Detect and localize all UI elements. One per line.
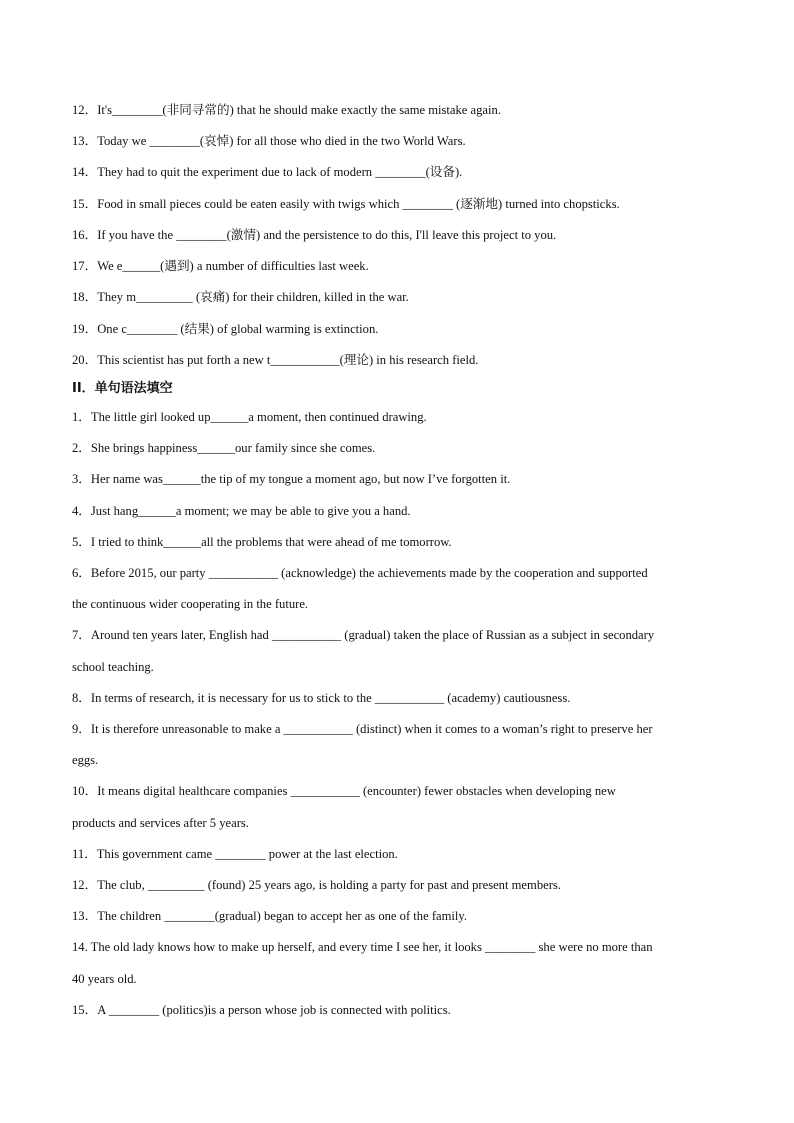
question-12: 12．It's________(非同寻常的) that he should make exactly the same mistake again.: [72, 103, 501, 117]
question-18: 18．They m_________ (哀痛) for their children, killed in the war.: [72, 290, 409, 304]
question-16: 16．If you have the ________(激情) and the persistence to do this, I'll leave this project to you.: [72, 228, 557, 242]
question-15: 15．Food in small pieces could be eaten easily with twigs which ________ (逐渐地) turned into chopsticks.: [72, 197, 620, 211]
grammar-question-7: 7．Around ten years later, English had ___________ (gradual) taken the place of Russian as a subject in secondary: [72, 628, 655, 642]
grammar-question-10: 10．It means digital healthcare companies ___________ (encounter) fewer obstacles when developing new: [72, 784, 616, 798]
grammar-question-2: 2．She brings happiness______our family since she comes.: [72, 441, 376, 455]
grammar-question-9: 9．It is therefore unreasonable to make a ___________ (distinct) when it comes to a woman’s right to preserve her: [72, 722, 653, 736]
question-17: 17．We e______(遇到) a number of difficulties last week.: [72, 259, 369, 273]
question-20: 20．This scientist has put forth a new t___________(理论) in his research field.: [72, 353, 479, 367]
grammar-question-8: 8．In terms of research, it is necessary for us to stick to the ___________ (academy) cautiousness.: [72, 691, 571, 705]
grammar-question-9-cont: eggs.: [72, 753, 99, 767]
grammar-question-4: 4．Just hang______a moment; we may be able to give you a hand.: [72, 504, 411, 518]
grammar-question-5: 5．I tried to think______all the problems that were ahead of me tomorrow.: [72, 535, 452, 549]
grammar-question-6: 6．Before 2015, our party ___________ (acknowledge) the achievements made by the cooperation and supported: [72, 566, 648, 580]
grammar-question-14: 14. The old lady knows how to make up herself, and every time I see her, it looks ________ she were no more than: [72, 940, 653, 954]
question-13: 13．Today we ________(哀悼) for all those who died in the two World Wars.: [72, 134, 466, 148]
grammar-question-10-cont: products and services after 5 years.: [72, 816, 249, 830]
question-14: 14．They had to quit the experiment due to lack of modern ________(设备).: [72, 165, 463, 179]
grammar-question-13: 13．The children ________(gradual) began to accept her as one of the family.: [72, 909, 468, 923]
grammar-question-6-cont: the continuous wider cooperating in the future.: [72, 597, 309, 611]
section-heading: II．单句语法填空: [72, 381, 173, 396]
grammar-question-1: 1．The little girl looked up______a moment, then continued drawing.: [72, 410, 427, 424]
grammar-question-11: 11．This government came ________ power at the last election.: [72, 847, 398, 861]
grammar-question-7-cont: school teaching.: [72, 660, 154, 674]
grammar-question-12: 12．The club, _________ (found) 25 years ago, is holding a party for past and present members.: [72, 878, 561, 892]
grammar-question-3: 3．Her name was______the tip of my tongue a moment ago, but now I’ve forgotten it.: [72, 472, 511, 486]
grammar-question-15: 15．A ________ (politics)is a person whose job is connected with politics.: [72, 1003, 451, 1017]
grammar-question-14-cont: 40 years old.: [72, 972, 137, 986]
question-19: 19．One c________ (结果) of global warming is extinction.: [72, 322, 379, 336]
